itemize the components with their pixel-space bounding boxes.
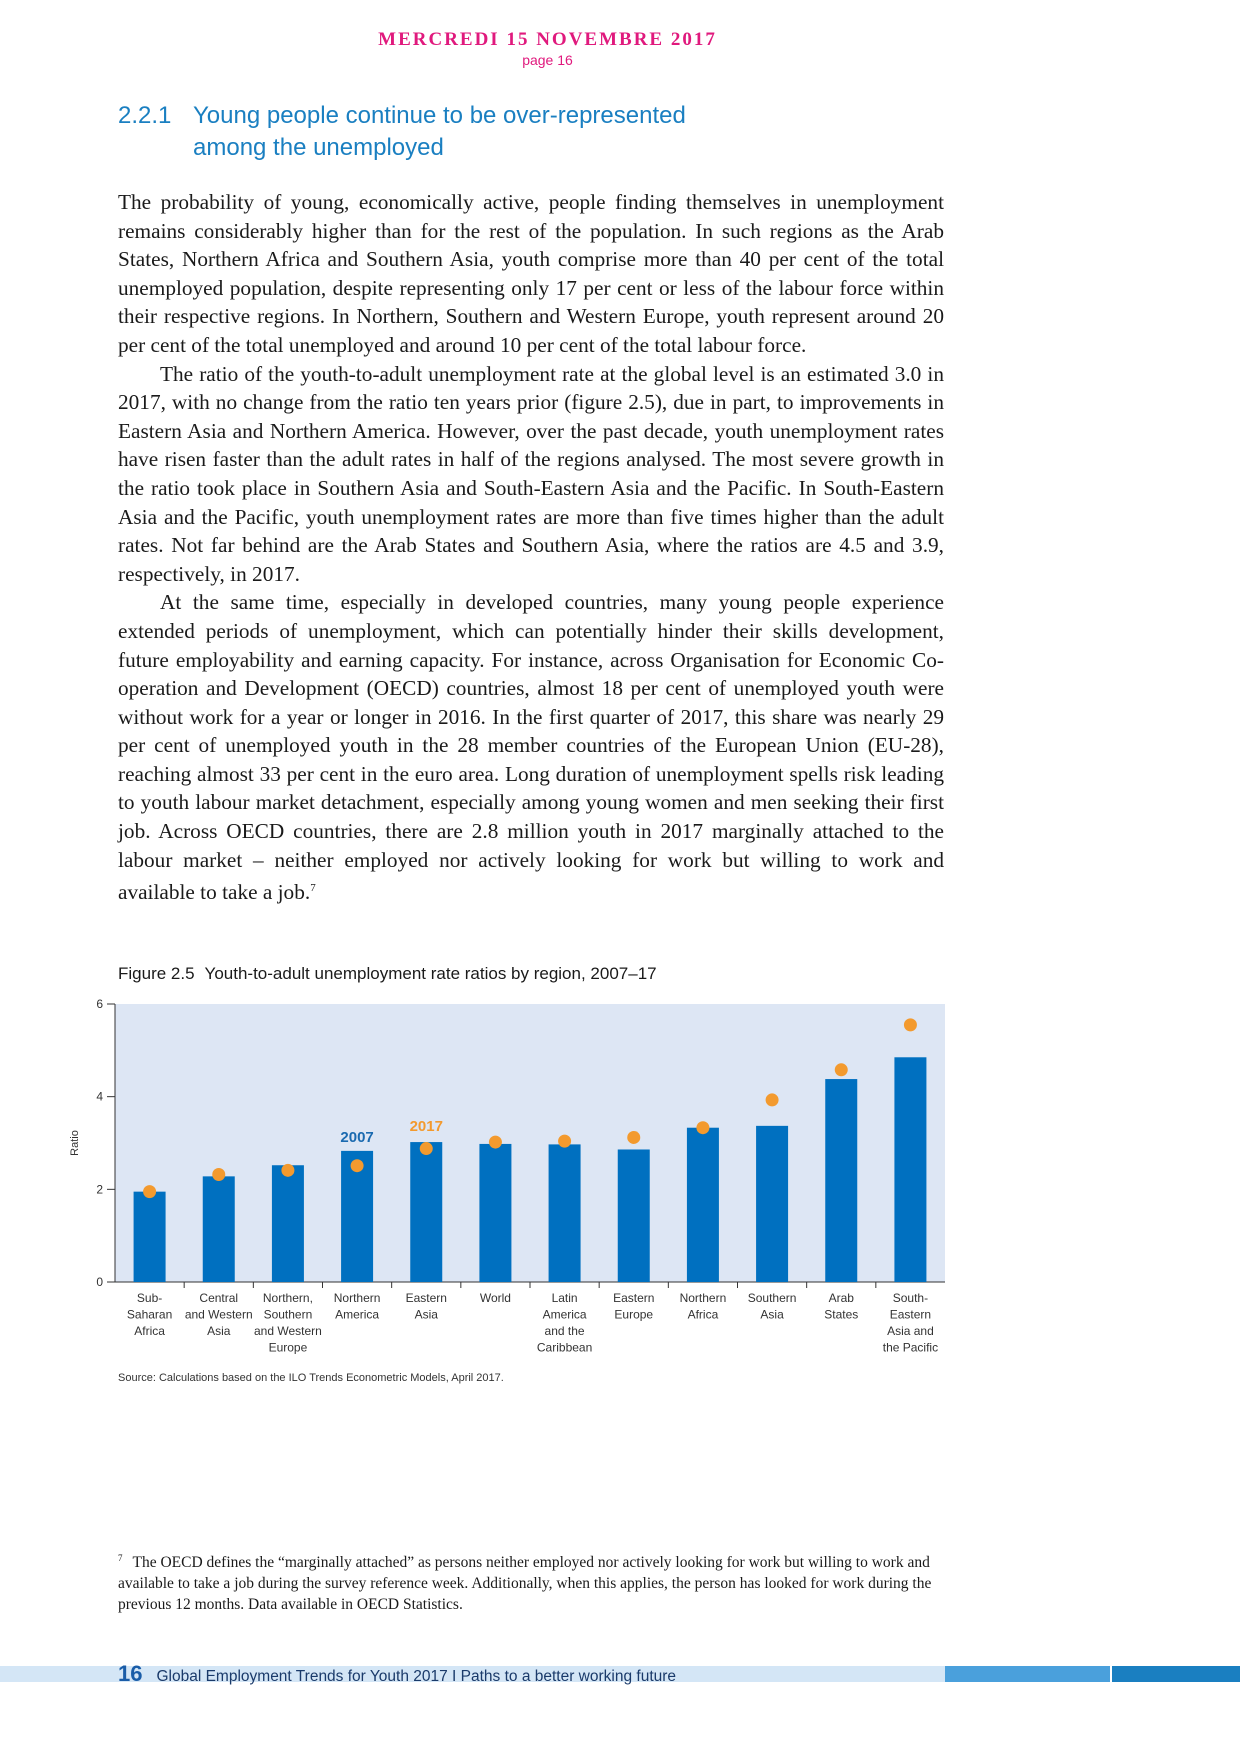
x-tick-label: and Western: [184, 1307, 253, 1322]
section-title-line1: Young people continue to be over-represented: [193, 102, 686, 129]
dot-2017: [281, 1164, 294, 1177]
footnote: [118, 1548, 944, 1615]
x-tick-label: America: [542, 1307, 587, 1322]
x-tick-label: Eastern: [613, 1291, 655, 1305]
footnote-number: 7: [118, 1553, 123, 1563]
bar-2007: [756, 1126, 788, 1282]
dot-2017: [696, 1121, 709, 1134]
x-tick-label: Northern: [679, 1291, 727, 1305]
bar-2007: [410, 1142, 442, 1282]
bar-chart: [0, 990, 1240, 1370]
footnote-reference[interactable]: 7: [310, 882, 316, 895]
page-footer: [118, 1661, 676, 1687]
x-tick-label: Asia and: [887, 1324, 934, 1338]
x-tick-label: Africa: [687, 1307, 719, 1322]
x-tick-label: Africa: [134, 1324, 165, 1338]
bar-2007: [618, 1149, 650, 1282]
dot-2017: [420, 1142, 433, 1155]
x-tick-label: Asia: [207, 1324, 231, 1338]
bar-2007: [825, 1079, 857, 1282]
footer-band-mid: [945, 1666, 1110, 1682]
y-tick-label: 2: [96, 1182, 103, 1197]
x-tick-label: Europe: [268, 1340, 308, 1355]
figure-caption: Youth-to-adult unemployment rate ratios by region, 2007–17: [204, 964, 657, 983]
x-tick-label: Asia: [414, 1307, 438, 1322]
x-tick-label: Saharan: [126, 1307, 173, 1322]
date-stamp: MERCREDI 15 NOVEMBRE 2017: [378, 29, 717, 50]
dot-2017: [489, 1136, 502, 1149]
dot-2017: [835, 1063, 848, 1076]
dot-2017: [212, 1168, 225, 1181]
x-tick-label: Arab: [828, 1291, 854, 1305]
legend-label-2007: 2007: [340, 1128, 374, 1146]
figure-source: Source: Calculations based on the ILO Trends Econometric Models, April 2017.: [118, 1372, 504, 1384]
x-tick-label: and Western: [254, 1324, 322, 1338]
x-tick-label: America: [335, 1307, 380, 1322]
y-tick-label: 0: [96, 1275, 103, 1289]
paragraph-3: [118, 588, 944, 907]
y-tick-label: 4: [96, 1089, 103, 1104]
paragraph-2: The ratio of the youth-to-adult unemployment rate at the global level is an estimated 3.0 in 2017, with no change from the ratio ten years prior (figure 2.5), due in part, to improvements in Eastern Asia and Northern America. However, over the past decade, youth unemployment rates have risen faster than the adult rates in half of the regions analysed. The most severe growth in the ratio took place in Southern Asia and South-Eastern Asia and the Pacific. In South-Eastern Asia and the Pacific, youth unemployment rates are more than five times higher than the adult rates. Not far behind are the Arab States and Southern Asia, where the ratios are 4.5 and 3.9, respectively, in 2017.: [118, 361, 944, 586]
bar-2007: [203, 1176, 235, 1282]
bar-2007: [894, 1057, 926, 1282]
section-number: 2.2.1: [118, 102, 172, 129]
section-title-line2: among the unemployed: [193, 134, 444, 161]
dot-2017: [351, 1159, 364, 1172]
x-tick-label: Europe: [614, 1307, 654, 1322]
x-tick-label: Northern,: [262, 1291, 313, 1305]
section-heading: [118, 100, 686, 164]
x-tick-label: Southern: [263, 1307, 313, 1322]
x-tick-label: States: [824, 1307, 859, 1322]
footer-band-dark: [1112, 1666, 1240, 1682]
y-tick-label: 6: [96, 997, 103, 1011]
bar-2007: [549, 1144, 581, 1282]
dot-2017: [627, 1131, 640, 1144]
paragraph-1: The probability of young, economically active, people finding themselves in unemployment remains considerably higher than for the rest of the population. In such regions as the Arab States, Northern Africa and Southern Asia, youth comprise more than 40 per cent of the total unemployed population, despite representing only 17 per cent or less of the labour force within their respective regions. In Northern, Southern and Western Europe, youth represent around 20 per cent of the total unemployed and around 10 per cent of the total labour force.: [118, 190, 944, 357]
x-tick-label: Sub-: [136, 1291, 163, 1305]
dot-2017: [766, 1093, 779, 1106]
dot-2017: [143, 1185, 156, 1198]
bar-2007: [134, 1192, 166, 1282]
x-tick-label: Eastern: [889, 1307, 932, 1322]
footnote-text: The OECD defines the “marginally attached” as persons neither employed nor actively looking for work but willing to work and available to take a job during the survey reference week. Additionally, when this applies, the person has looked for work during the previous 12 months. Data available in OECD Statistics.: [118, 1554, 932, 1614]
footer-title: Global Employment Trends for Youth 2017 I Paths to a better working future: [156, 1668, 677, 1685]
x-tick-label: Latin: [551, 1291, 578, 1305]
x-tick-label: South-: [892, 1291, 929, 1305]
figure-number: Figure 2.5: [118, 964, 195, 983]
body-text: [118, 188, 944, 907]
dot-2017: [558, 1135, 571, 1148]
x-tick-label: Northern: [333, 1291, 381, 1305]
x-tick-label: World: [479, 1291, 511, 1305]
x-tick-label: and the: [544, 1324, 585, 1338]
x-tick-label: Eastern: [405, 1291, 447, 1305]
bar-2007: [272, 1165, 304, 1282]
footer-page-number: 16: [118, 1661, 143, 1686]
x-tick-label: the Pacific: [882, 1340, 939, 1355]
paragraph-3-text: At the same time, especially in developed countries, many young people experience extended periods of unemployment, which can potentially hinder their skills development, future employability and earning capacity. For instance, across Organisation for Economic Co-operation and Development (OECD) countries, almost 18 per cent of unemployed youth were without work for a year or longer in 2016. In the first quarter of 2017, this share was nearly 29 per cent of unemployed youth in the 28 member countries of the European Union (EU-28), reaching almost 33 per cent in the euro area. Long duration of unemployment spells risk leading to youth labour market detachment, especially among young women and men seeking their first job. Across OECD countries, there are 2.8 million youth in 2017 marginally attached to the labour market – neither employed nor actively looking for work but willing to work and available to take a job.: [118, 590, 944, 905]
page-stamp: page 16: [522, 52, 573, 68]
dot-2017: [904, 1018, 917, 1031]
bar-2007: [479, 1144, 511, 1282]
x-tick-label: Southern: [747, 1291, 797, 1305]
legend-label-2017: 2017: [409, 1118, 443, 1136]
x-tick-label: Asia: [760, 1307, 784, 1322]
plot-area: [115, 1004, 945, 1282]
x-tick-label: Caribbean: [536, 1340, 593, 1355]
y-axis-label: Ratio: [69, 1130, 81, 1156]
figure-title: [118, 964, 657, 984]
x-tick-label: Central: [199, 1291, 239, 1305]
bar-2007: [687, 1128, 719, 1282]
